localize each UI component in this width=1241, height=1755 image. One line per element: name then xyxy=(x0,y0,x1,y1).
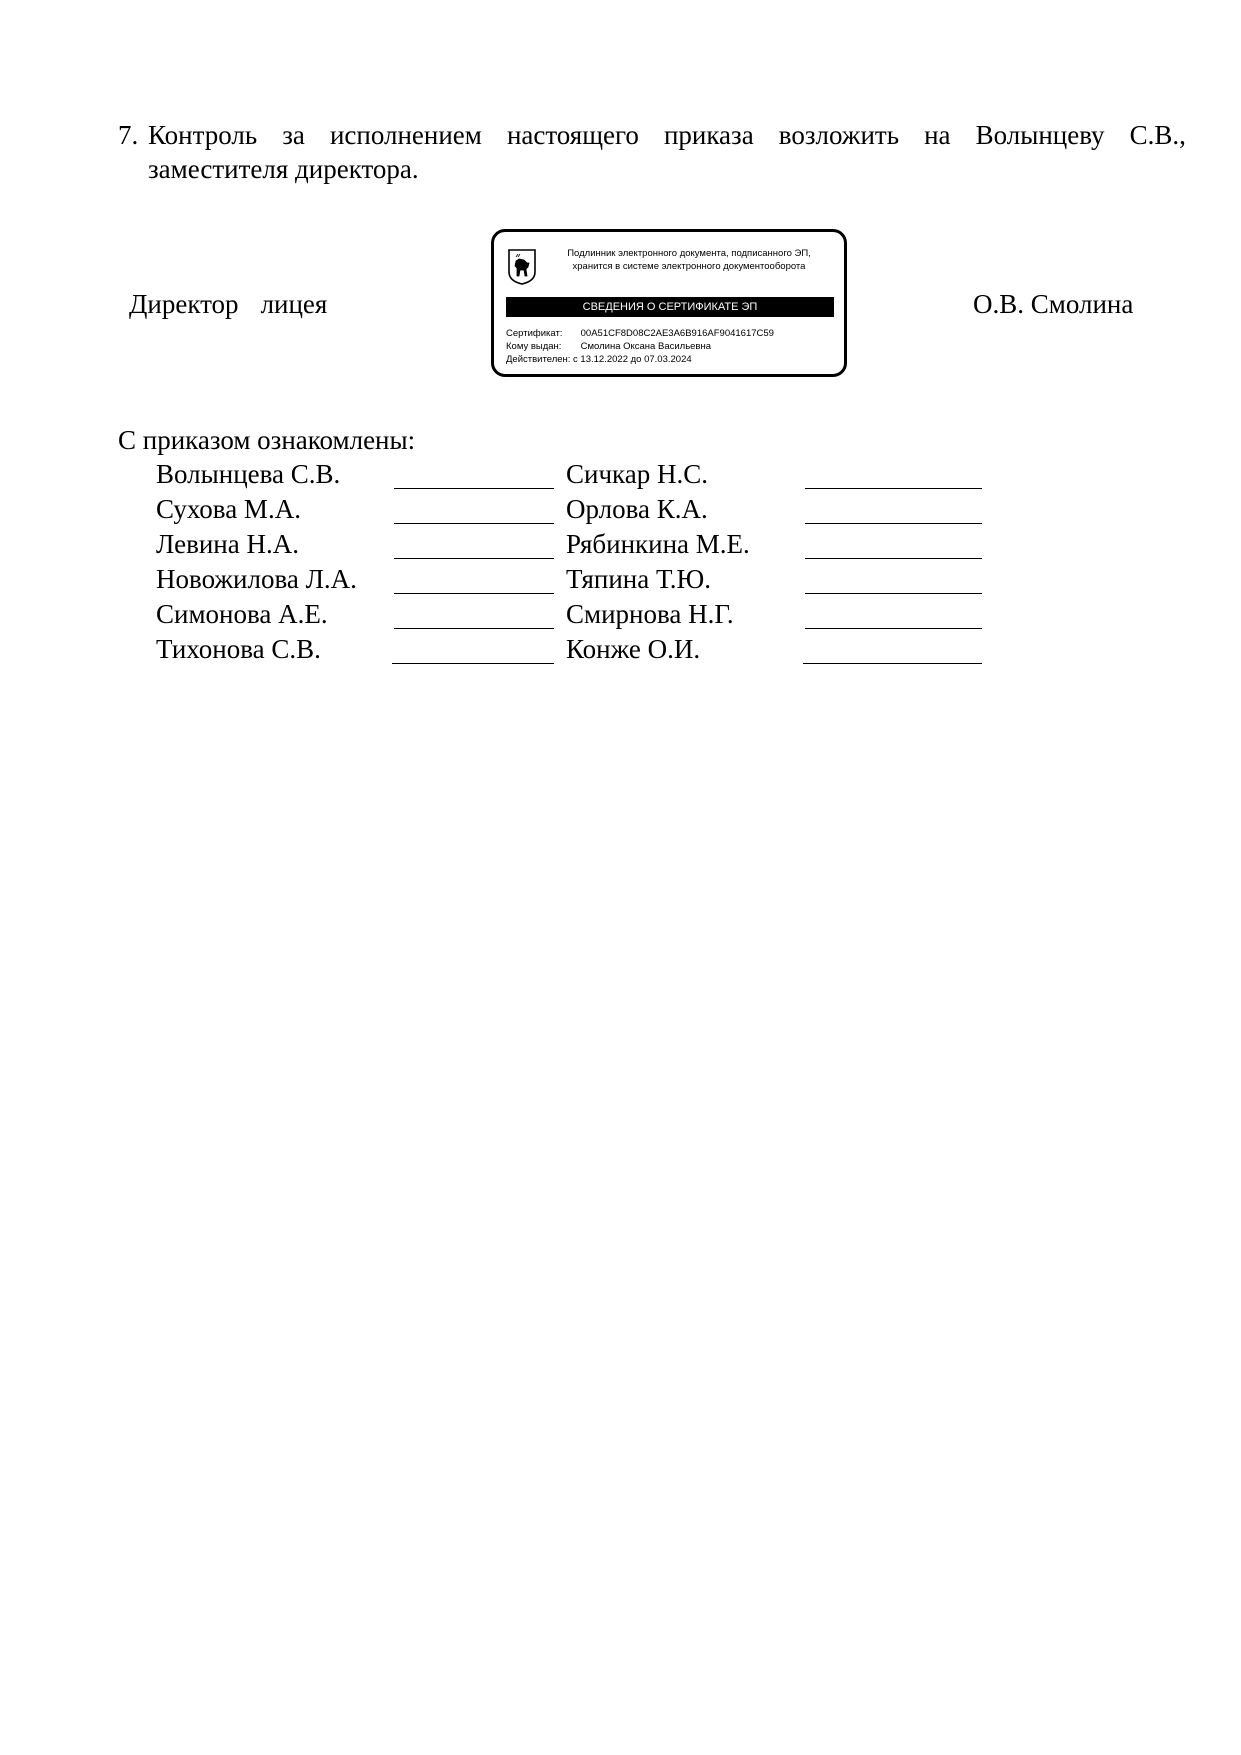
stamp-info xyxy=(506,327,774,366)
employee-name: Рябинкина М.Е. xyxy=(566,529,750,559)
employee-name: Симонова А.Е. xyxy=(156,599,328,629)
issued-to-value: Смолина Оксана Васильевна xyxy=(580,341,712,352)
certificate-value: 00A51CF8D08C2AE3A6B916AF9041617C59 xyxy=(580,328,774,339)
signature-line xyxy=(394,593,554,594)
stamp-header-line: хранится в системе электронного документооборота xyxy=(572,261,806,272)
acknowledgement-row xyxy=(0,632,1241,666)
signer-name: О.В. Смолина xyxy=(973,289,1134,319)
certificate-row xyxy=(506,327,774,340)
signer-title-word: Директор xyxy=(129,289,239,319)
issued-to-row xyxy=(506,340,774,353)
employee-name: Волынцева С.В. xyxy=(156,459,341,489)
acknowledgement-row xyxy=(0,562,1241,596)
item-number: 7. xyxy=(118,120,139,150)
validity-row xyxy=(506,353,774,366)
item-text-line-2: заместителя директора. xyxy=(148,154,419,184)
deer-coat-of-arms-icon xyxy=(507,248,537,286)
acknowledgement-row xyxy=(0,492,1241,526)
item-word: исполнением xyxy=(329,120,482,150)
stamp-header-line: Подлинник электронного документа, подписанного ЭП, xyxy=(567,248,811,259)
stamp-title-bar: СВЕДЕНИЯ О СЕРТИФИКАТЕ ЭП xyxy=(506,297,834,317)
signature-line xyxy=(805,628,982,629)
employee-name: Орлова К.А. xyxy=(566,494,708,524)
signature-line xyxy=(394,628,554,629)
item-word: приказа xyxy=(663,120,754,150)
item-word: С.В., xyxy=(1129,120,1186,150)
item-word: Контроль xyxy=(148,120,258,150)
employee-name: Тихонова С.В. xyxy=(156,634,321,664)
signature-line xyxy=(805,523,982,524)
acknowledgement-row xyxy=(0,457,1241,491)
issued-to-label: Кому выдан: xyxy=(506,341,562,352)
employee-name: Сичкар Н.С. xyxy=(566,459,708,489)
employee-name: Конже О.И. xyxy=(566,634,701,664)
signer-title-word: лицея xyxy=(260,289,328,319)
stamp-header xyxy=(540,247,838,273)
signature-line xyxy=(805,593,982,594)
signature-line xyxy=(392,663,554,664)
acknowledgement-row xyxy=(0,597,1241,631)
employee-name: Смирнова Н.Г. xyxy=(566,599,734,629)
employee-name: Тяпина Т.Ю. xyxy=(566,564,712,594)
signature-line xyxy=(394,558,554,559)
item-word: на xyxy=(924,120,951,150)
signature-line xyxy=(803,663,982,664)
employee-name: Сухова М.А. xyxy=(156,494,301,524)
signature-line xyxy=(394,523,554,524)
validity-value: с 13.12.2022 до 07.03.2024 xyxy=(573,354,692,365)
signature-line xyxy=(805,488,982,489)
certificate-label: Сертификат: xyxy=(506,328,563,339)
item-word: за xyxy=(282,120,305,150)
item-text xyxy=(148,118,1186,186)
acknowledgement-row xyxy=(0,527,1241,561)
electronic-signature-stamp xyxy=(491,229,847,377)
acknowledgement-title: С приказом ознакомлены: xyxy=(118,425,416,455)
employee-name: Левина Н.А. xyxy=(156,529,299,559)
signature-line xyxy=(805,558,982,559)
item-word: настоящего xyxy=(506,120,639,150)
item-text-line-1 xyxy=(148,118,1186,152)
item-word: Волынцеву xyxy=(975,120,1105,150)
validity-label: Действителен: xyxy=(506,354,571,365)
item-word: возложить xyxy=(778,120,900,150)
signer-title xyxy=(129,287,327,321)
employee-name: Новожилова Л.А. xyxy=(156,564,357,594)
signature-line xyxy=(394,488,554,489)
